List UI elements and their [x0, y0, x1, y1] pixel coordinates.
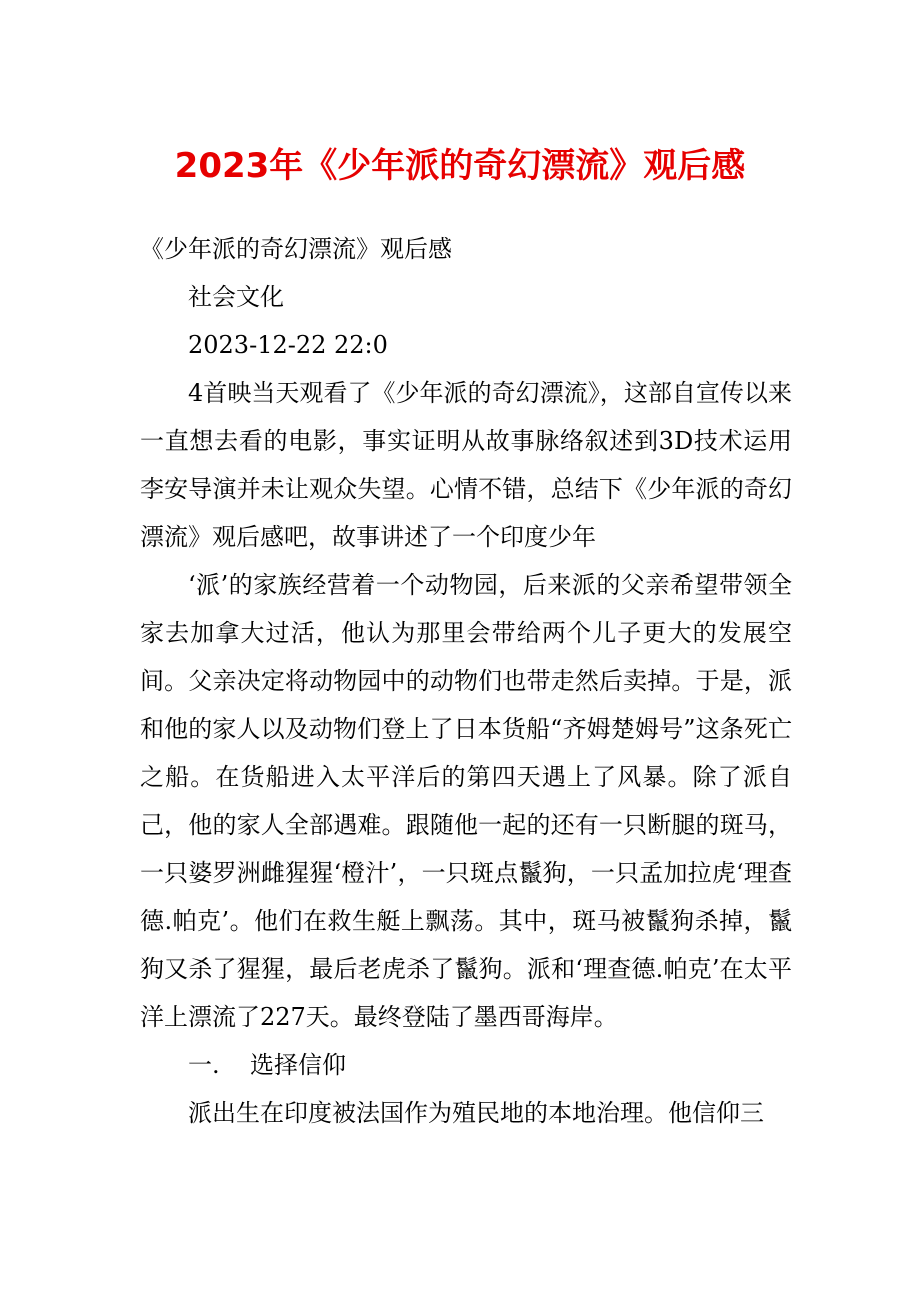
document-title: 2023年《少年派的奇幻漂流》观后感 — [174, 146, 746, 186]
document-datetime: 2023-12-22 22:0 — [188, 331, 388, 359]
section-heading-number: 一. — [188, 1051, 220, 1079]
section-heading — [140, 1041, 792, 1089]
paragraph-story: ‘派’的家族经营着一个动物园，后来派的父亲希望带领全家去加拿大过活，他认为那里会带给两个儿子更大的发展空间。父亲决定将动物园中的动物们也带走然后卖掉。于是，派和他的家人以及动物们登上了日本货船“齐姆楚姆号”这条死亡之船。在货船进入太平洋后的第四天遇上了风暴。除了派自己，他的家人全部遇难。跟随他一起的还有一只断腿的斑马，一只婆罗洲雌猩猩‘橙汁’，一只斑点鬣狗，一只孟加拉虎‘理查德.帕克’。他们在救生艇上飘荡。其中，斑马被鬣狗杀掉，鬣狗又杀了猩猩，最后老虎杀了鬣狗。派和‘理查德.帕克’在太平洋上漂流了227天。最终登陆了墨西哥海岸。 — [140, 571, 792, 1031]
document-body — [140, 225, 792, 1137]
section-heading-text: 选择信仰 — [250, 1051, 346, 1079]
paragraph-intro: 4首映当天观看了《少年派的奇幻漂流》，这部自宣传以来一直想去看的电影，事实证明从故事脉络叙述到3D技术运用李安导演并未让观众失望。心情不错，总结下《少年派的奇幻漂流》观后感吧，故事讲述了一个印度少年 — [140, 379, 792, 551]
paragraph-last: 派出生在印度被法国作为殖民地的本地治理。他信仰三 — [188, 1099, 764, 1127]
document-category: 社会文化 — [188, 283, 284, 311]
document-subtitle: 《少年派的奇幻漂流》观后感 — [140, 235, 452, 263]
